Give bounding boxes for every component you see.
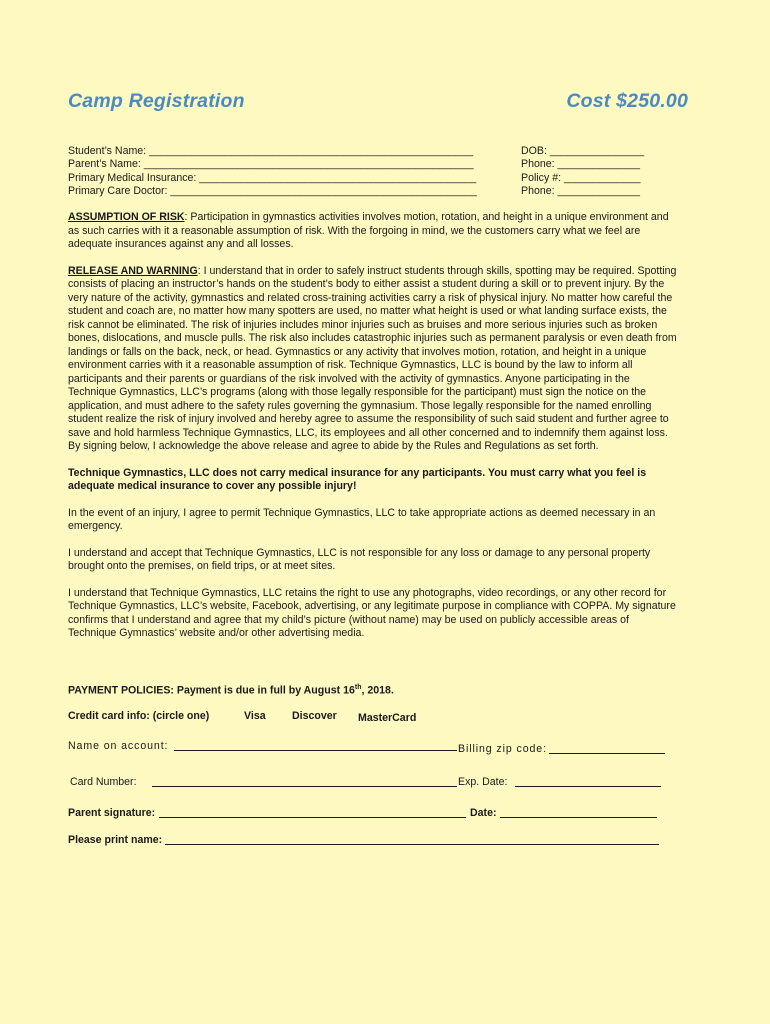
release-heading: RELEASE AND WARNING <box>68 264 198 277</box>
exp-date-field[interactable] <box>515 776 661 790</box>
billing-zip-label: Billing zip code: <box>458 743 547 755</box>
field-row <box>68 158 688 171</box>
field-row <box>68 172 688 185</box>
info-fields <box>68 145 688 199</box>
students-name-field[interactable]: Student’s Name: _______________________________________________________ <box>68 145 474 157</box>
name-on-account-label: Name on account: <box>68 740 169 752</box>
insurance-notice: Technique Gymnastics, LLC does not carry medical insurance for any participants. You must carry what you feel is adequate medical insurance to cover any possible injury! <box>68 466 647 492</box>
dob-field[interactable]: DOB: ________________ <box>521 145 645 157</box>
page-title: Camp Registration <box>68 90 245 112</box>
print-name-label: Please print name: <box>68 834 163 846</box>
property-paragraph: I understand and accept that Technique Gymnastics, LLC is not responsible for any loss or damage to any personal property brought onto the premises, on field trips, or at meet sites. <box>68 546 651 572</box>
cost-label: Cost $250.00 <box>566 90 688 112</box>
assumption-paragraph <box>68 211 680 252</box>
release-paragraph <box>68 265 680 454</box>
exp-date-label: Exp. Date: <box>458 776 508 788</box>
parent-phone-field[interactable]: Phone: ______________ <box>521 158 641 171</box>
date-label: Date: <box>470 807 497 819</box>
discover-option[interactable]: Discover <box>292 710 337 722</box>
assumption-text: : Participation in gymnastics activities involves motion, rotation, and height in a unique environment and as such carries with it a reasonable assumption of risk. With the forgoing in mind, we the customers carry what we feel are adequate insurances against any and all losses. <box>68 211 669 250</box>
visa-option[interactable]: Visa <box>244 710 266 722</box>
care-doctor-field[interactable]: Primary Care Doctor: ____________________________________________________ <box>68 185 477 198</box>
injury-paragraph: In the event of an injury, I agree to permit Technique Gymnastics, LLC to take appropriate actions as deemed necessary in an emergency. <box>68 506 656 532</box>
credit-card-label: Credit card info: (circle one) <box>68 710 210 722</box>
form-header <box>68 90 688 120</box>
form-body <box>68 211 680 654</box>
print-name-field[interactable] <box>165 834 659 848</box>
payment-policies: PAYMENT POLICIES: Payment is due in full by August 16th, 2018. <box>68 684 394 697</box>
release-text: : I understand that in order to safely instruct students through skills, spotting may be required. Spotting consists of placing an instructor’s hands on the student’s body to either assist a student during a skill or to prevent injury. By the very nature of the activity, gymnastics and related cross-training activities carry a risk of physical injury. No matter how careful the student and coach are, no matter how many spotters are used, no matter what height is used or what landing surface exists, the risk cannot be eliminated. The risk of injuries includes minor injuries such as bruises and more serious injuries such as broken bones, dislocations, and muscle pulls. The risk also includes catastrophic injuries such as permanent paralysis or even death from landings or falls on the back, neck, or head. Gymnastics or any activity that involves motion, rotation, and height in a unique environment carries with it a reasonable assumption of risk. Technique Gymnastics, LLC is bound by the law to inform all participants and their parents or guardians of the risk involved with the activity of gymnastics. Anyone participating in the Technique Gymnastics, LLC’s programs (along with those legally responsible for the participant) must sign the notice on the application, and must adhere to the safety rules governing the gymnasium. Those legally responsible for the named enrolling student realize the risk of injury involved and hereby agree to assume the responsibility of such said student and further agree to save and hold harmless Technique Gymnastics, LLC, its employees and all other concerned and to indemnify them against loss. By signing below, I acknowledge the above release and agree to abide by the Rules and Regulations as set forth. <box>68 264 677 452</box>
mastercard-option[interactable]: MasterCard <box>358 712 417 724</box>
field-row <box>68 145 688 158</box>
field-row <box>68 185 688 198</box>
billing-zip-field[interactable] <box>549 743 665 757</box>
parents-name-field[interactable]: Parent’s Name: ________________________________________________________ <box>68 158 474 171</box>
policy-number-field[interactable]: Policy #: _____________ <box>521 171 641 184</box>
assumption-heading: ASSUMPTION OF RISK <box>68 211 185 223</box>
parent-signature-field[interactable] <box>159 807 466 821</box>
card-number-field[interactable] <box>152 776 457 790</box>
card-number-label: Card Number: <box>70 776 137 788</box>
date-field[interactable] <box>500 807 657 821</box>
medical-insurance-field[interactable]: Primary Medical Insurance: _______________________________________________ <box>68 171 477 184</box>
doctor-phone-field[interactable]: Phone: ______________ <box>521 185 641 198</box>
media-paragraph: I understand that Technique Gymnastics, LLC retains the right to use any photographs, video recordings, or any other record for Technique Gymnastics, LLC’s website, Facebook, advertising, or any legitimate purpose in compliance with COPPA. My signature confirms that I understand and agree that my child’s picture (without name) may be used on publicly accessible areas of Technique Gymnastics’ website and/or other advertising media. <box>68 586 676 639</box>
name-on-account-field[interactable] <box>174 740 457 754</box>
parent-signature-label: Parent signature: <box>68 807 156 819</box>
